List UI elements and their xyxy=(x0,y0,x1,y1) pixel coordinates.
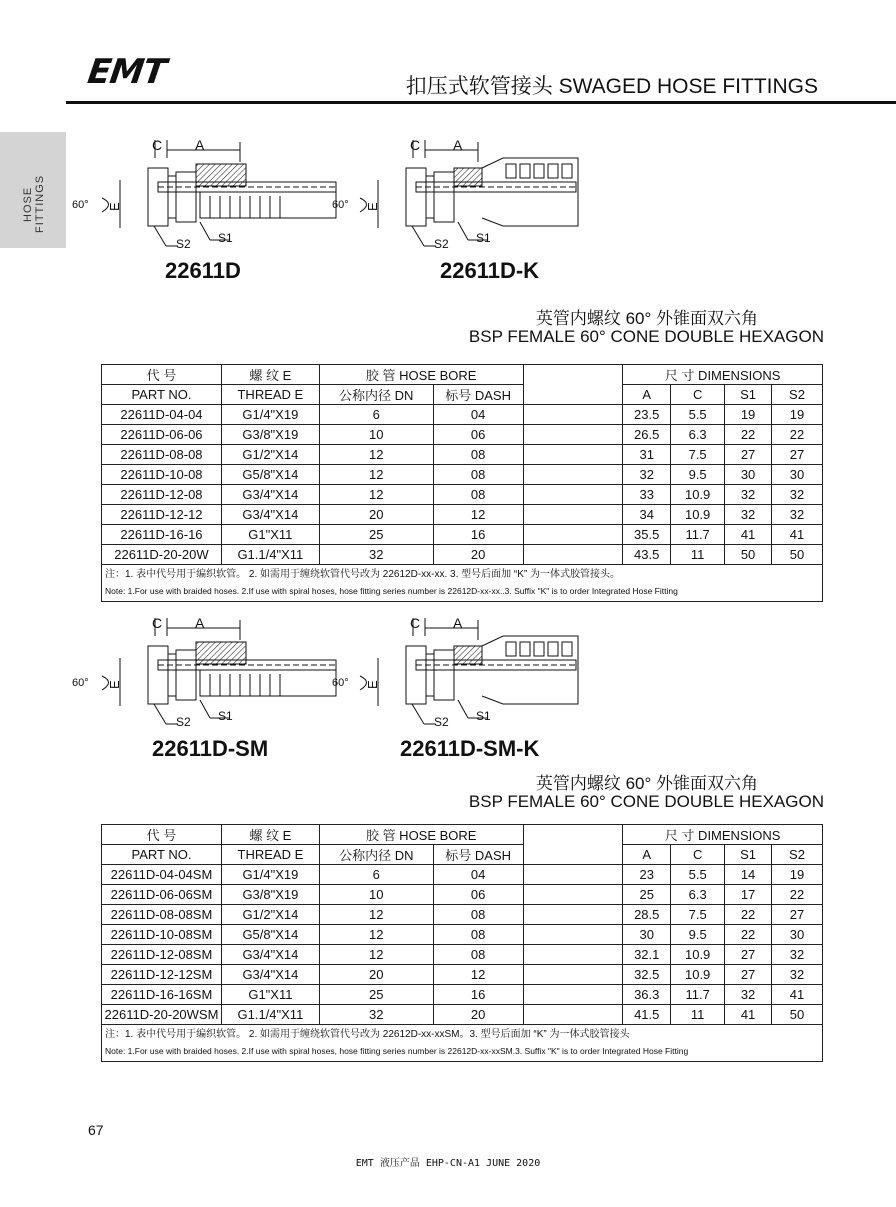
cell-dim-a: 26.5 xyxy=(623,425,671,445)
cell-dn: 25 xyxy=(319,985,433,1005)
label-s2: S2 xyxy=(176,237,191,251)
table-row xyxy=(102,925,823,945)
cell-dim-c: 10.9 xyxy=(671,505,725,525)
cell-dim-c: 11 xyxy=(671,545,725,565)
fitting-drawing-22611d-k xyxy=(360,140,578,246)
page-number: 67 xyxy=(88,1122,104,1138)
cell-dash: 04 xyxy=(433,405,523,425)
header-part-cn: 代 号 xyxy=(102,365,222,385)
cell-thread: G1"X11 xyxy=(221,525,319,545)
label-angle: 60° xyxy=(332,199,349,211)
cell-blank xyxy=(523,1005,623,1025)
cell-dim-s2: 32 xyxy=(772,485,823,505)
label-c: C xyxy=(410,615,421,631)
header-hose-bore: 胶 管 HOSE BORE xyxy=(319,365,523,385)
cell-dash: 06 xyxy=(433,885,523,905)
header-part-cn: 代 号 xyxy=(102,825,222,845)
cell-blank xyxy=(523,945,623,965)
table-row xyxy=(102,965,823,985)
header-part-en: PART NO. xyxy=(102,845,222,865)
label-c: C xyxy=(152,137,163,153)
cell-dim-a: 33 xyxy=(623,485,671,505)
table-row xyxy=(102,905,823,925)
cell-part-no: 22611D-04-04SM xyxy=(102,865,222,885)
cell-dim-s2: 19 xyxy=(772,405,823,425)
header-a: A xyxy=(623,845,671,865)
cell-dim-a: 35.5 xyxy=(623,525,671,545)
table-row xyxy=(102,545,823,565)
label-c: C xyxy=(152,615,163,631)
cell-part-no: 22611D-10-08SM xyxy=(102,925,222,945)
cell-dim-c: 10.9 xyxy=(671,485,725,505)
model-name: 22611D xyxy=(165,258,241,283)
cell-dim-s2: 41 xyxy=(772,985,823,1005)
cell-thread: G1/2"X14 xyxy=(221,445,319,465)
header-dn: 公称内径 DN xyxy=(319,845,433,865)
table-notes xyxy=(102,565,823,602)
brand-logo: EMT xyxy=(85,52,169,92)
cell-dim-c: 5.5 xyxy=(671,405,725,425)
cell-dim-a: 31 xyxy=(623,445,671,465)
cell-dim-c: 6.3 xyxy=(671,885,725,905)
cell-dim-a: 43.5 xyxy=(623,545,671,565)
cell-dash: 08 xyxy=(433,445,523,465)
label-angle: 60° xyxy=(72,199,89,211)
note-cn: 注：1. 表中代号用于编织软管。 2. 如需用于缠绕软管代号改为 22612D-xx-xx. 3. 型号后面加 “K” 为一体式胶管接头。 xyxy=(105,569,621,580)
table-row xyxy=(102,945,823,965)
cell-dn: 6 xyxy=(319,405,433,425)
cell-dim-c: 9.5 xyxy=(671,925,725,945)
table-row xyxy=(102,865,823,885)
header-dimensions: 尺 寸 DIMENSIONS xyxy=(623,825,823,845)
cell-dim-s1: 17 xyxy=(725,885,772,905)
cell-dim-a: 34 xyxy=(623,505,671,525)
cell-dn: 10 xyxy=(319,885,433,905)
page-title: 扣压式软管接头 SWAGED HOSE FITTINGS xyxy=(405,75,818,98)
cell-blank xyxy=(523,985,623,1005)
cell-dim-c: 11 xyxy=(671,1005,725,1025)
fitting-drawing-22611d-sm-k xyxy=(360,618,578,724)
section-subtitle-en: BSP FEMALE 60° CONE DOUBLE HEXAGON xyxy=(468,792,824,811)
section-subtitle-cn: 英管内螺纹 60° 外锥面双六角 xyxy=(535,309,758,328)
table-row xyxy=(102,525,823,545)
cell-dim-s2: 19 xyxy=(772,865,823,885)
header-s1: S1 xyxy=(725,845,772,865)
label-s1: S1 xyxy=(476,231,491,245)
cell-thread: G3/4"X14 xyxy=(221,945,319,965)
table-row xyxy=(102,465,823,485)
cell-dim-c: 10.9 xyxy=(671,965,725,985)
section-subtitle-cn: 英管内螺纹 60° 外锥面双六角 xyxy=(535,774,758,793)
cell-thread: G5/8"X14 xyxy=(221,465,319,485)
cell-blank xyxy=(523,905,623,925)
header-thread-en: THREAD E xyxy=(221,385,319,405)
cell-dim-c: 6.3 xyxy=(671,425,725,445)
cell-dash: 08 xyxy=(433,925,523,945)
cell-part-no: 22611D-04-04 xyxy=(102,405,222,425)
cell-dash: 12 xyxy=(433,505,523,525)
header-hose-bore: 胶 管 HOSE BORE xyxy=(319,825,523,845)
label-c: C xyxy=(410,137,421,153)
header-divider xyxy=(66,101,896,104)
cell-dash: 08 xyxy=(433,485,523,505)
cell-dash: 20 xyxy=(433,545,523,565)
label-s2: S2 xyxy=(434,715,449,729)
table-row xyxy=(102,985,823,1005)
cell-dim-s2: 50 xyxy=(772,1005,823,1025)
cell-thread: G1/4"X19 xyxy=(221,865,319,885)
header-dn: 公称内径 DN xyxy=(319,385,433,405)
cell-dim-c: 11.7 xyxy=(671,525,725,545)
cell-dash: 06 xyxy=(433,425,523,445)
cell-dim-s1: 27 xyxy=(725,445,772,465)
table-row xyxy=(102,885,823,905)
cell-thread: G5/8"X14 xyxy=(221,925,319,945)
model-name: 22611D-SM xyxy=(152,736,269,761)
cell-dim-s2: 32 xyxy=(772,945,823,965)
cell-dim-s2: 22 xyxy=(772,885,823,905)
cell-blank xyxy=(523,485,623,505)
cell-part-no: 22611D-06-06SM xyxy=(102,885,222,905)
cell-dim-s1: 50 xyxy=(725,545,772,565)
cell-dash: 20 xyxy=(433,1005,523,1025)
note-en: Note: 1.For use with braided hoses. 2.If use with spiral hoses, hose fitting series number is 22612D-xx-xxSM.3. Suffix "K" is to order Integrated Hose Fitting xyxy=(105,1046,689,1056)
cell-dn: 32 xyxy=(319,545,433,565)
cell-blank xyxy=(523,465,623,485)
cell-dim-s2: 32 xyxy=(772,505,823,525)
spec-table-22611d-sm xyxy=(101,824,823,1062)
model-name: 22611D-K xyxy=(440,258,540,283)
cell-dim-a: 41.5 xyxy=(623,1005,671,1025)
label-e: E xyxy=(365,202,380,211)
cell-dash: 04 xyxy=(433,865,523,885)
cell-dim-a: 32.1 xyxy=(623,945,671,965)
cell-thread: G3/4"X14 xyxy=(221,485,319,505)
table-row xyxy=(102,425,823,445)
cell-dim-s1: 32 xyxy=(725,985,772,1005)
header-thread-cn: 螺 纹 E xyxy=(221,365,319,385)
cell-part-no: 22611D-12-12SM xyxy=(102,965,222,985)
label-e: E xyxy=(365,680,380,689)
model-name: 22611D-SM-K xyxy=(400,736,540,761)
cell-thread: G3/8"X19 xyxy=(221,885,319,905)
cell-thread: G3/8"X19 xyxy=(221,425,319,445)
cell-blank xyxy=(523,405,623,425)
table-row xyxy=(102,485,823,505)
cell-blank xyxy=(523,885,623,905)
header-blank xyxy=(523,365,623,405)
cell-blank xyxy=(523,525,623,545)
cell-part-no: 22611D-12-08SM xyxy=(102,945,222,965)
cell-dim-s1: 32 xyxy=(725,505,772,525)
cell-dn: 10 xyxy=(319,425,433,445)
cell-dim-s1: 27 xyxy=(725,945,772,965)
cell-dn: 12 xyxy=(319,905,433,925)
cell-dim-c: 7.5 xyxy=(671,445,725,465)
cell-dim-s2: 32 xyxy=(772,965,823,985)
table-body xyxy=(102,865,823,1025)
header-s2: S2 xyxy=(772,385,823,405)
cell-dim-c: 7.5 xyxy=(671,905,725,925)
label-angle: 60° xyxy=(332,677,349,689)
label-e: E xyxy=(107,202,122,211)
page-footer: EMT 液压产品 EHP-CN-A1 JUNE 2020 xyxy=(355,1158,541,1169)
cell-dash: 08 xyxy=(433,465,523,485)
cell-dim-a: 32 xyxy=(623,465,671,485)
label-a: A xyxy=(195,137,205,153)
cell-dim-s1: 27 xyxy=(725,965,772,985)
cell-dim-a: 23 xyxy=(623,865,671,885)
cell-dim-a: 25 xyxy=(623,885,671,905)
cell-part-no: 22611D-12-08 xyxy=(102,485,222,505)
cell-blank xyxy=(523,965,623,985)
cell-part-no: 22611D-08-08SM xyxy=(102,905,222,925)
label-s2: S2 xyxy=(176,715,191,729)
cell-blank xyxy=(523,425,623,445)
cell-part-no: 22611D-10-08 xyxy=(102,465,222,485)
header-thread-en: THREAD E xyxy=(221,845,319,865)
table-row xyxy=(102,445,823,465)
cell-thread: G1.1/4"X11 xyxy=(221,1005,319,1025)
cell-dn: 20 xyxy=(319,965,433,985)
table-body xyxy=(102,405,823,565)
table-notes xyxy=(102,1025,823,1062)
cell-part-no: 22611D-06-06 xyxy=(102,425,222,445)
cell-thread: G1"X11 xyxy=(221,985,319,1005)
cell-dn: 12 xyxy=(319,445,433,465)
cell-dim-s2: 27 xyxy=(772,445,823,465)
cell-dn: 12 xyxy=(319,485,433,505)
cell-dim-c: 5.5 xyxy=(671,865,725,885)
table-row xyxy=(102,505,823,525)
cell-dn: 6 xyxy=(319,865,433,885)
header-s2: S2 xyxy=(772,845,823,865)
cell-dim-a: 23.5 xyxy=(623,405,671,425)
cell-blank xyxy=(523,445,623,465)
cell-thread: G3/4"X14 xyxy=(221,965,319,985)
cell-dim-c: 10.9 xyxy=(671,945,725,965)
cell-blank xyxy=(523,545,623,565)
cell-dim-s1: 30 xyxy=(725,465,772,485)
cell-thread: G1/2"X14 xyxy=(221,905,319,925)
cell-dim-a: 28.5 xyxy=(623,905,671,925)
header-part-en: PART NO. xyxy=(102,385,222,405)
cell-dn: 25 xyxy=(319,525,433,545)
cell-dash: 16 xyxy=(433,985,523,1005)
cell-dim-a: 36.3 xyxy=(623,985,671,1005)
cell-blank xyxy=(523,865,623,885)
cell-dash: 12 xyxy=(433,965,523,985)
cell-thread: G1.1/4"X11 xyxy=(221,545,319,565)
label-s1: S1 xyxy=(476,709,491,723)
label-s2: S2 xyxy=(434,237,449,251)
cell-thread: G1/4"X19 xyxy=(221,405,319,425)
cell-dim-s1: 32 xyxy=(725,485,772,505)
cell-dn: 12 xyxy=(319,925,433,945)
header-s1: S1 xyxy=(725,385,772,405)
cell-part-no: 22611D-20-20W xyxy=(102,545,222,565)
cell-dim-s1: 41 xyxy=(725,525,772,545)
cell-dim-s1: 19 xyxy=(725,405,772,425)
cell-dn: 32 xyxy=(319,1005,433,1025)
cell-dim-s1: 22 xyxy=(725,925,772,945)
note-cn: 注：1. 表中代号用于编织软管。 2. 如需用于缠绕软管代号改为 22612D-xx-xxSM。3. 型号后面加 “K” 为一体式胶管接头 xyxy=(105,1029,630,1040)
cell-dn: 12 xyxy=(319,465,433,485)
header-c: C xyxy=(671,385,725,405)
cell-dn: 12 xyxy=(319,945,433,965)
header-dash: 标号 DASH xyxy=(433,385,523,405)
label-angle: 60° xyxy=(72,677,89,689)
cell-blank xyxy=(523,505,623,525)
cell-thread: G3/4"X14 xyxy=(221,505,319,525)
cell-dim-s2: 30 xyxy=(772,925,823,945)
side-tab xyxy=(0,132,66,248)
label-a: A xyxy=(195,615,205,631)
label-e: E xyxy=(107,680,122,689)
header-thread-cn: 螺 纹 E xyxy=(221,825,319,845)
cell-dim-s1: 14 xyxy=(725,865,772,885)
cell-dim-s1: 22 xyxy=(725,425,772,445)
header-blank xyxy=(523,825,623,865)
label-a: A xyxy=(453,615,463,631)
cell-dim-a: 32.5 xyxy=(623,965,671,985)
cell-dim-s2: 27 xyxy=(772,905,823,925)
cell-part-no: 22611D-20-20WSM xyxy=(102,1005,222,1025)
cell-dn: 20 xyxy=(319,505,433,525)
label-s1: S1 xyxy=(218,709,233,723)
cell-dim-s2: 30 xyxy=(772,465,823,485)
label-a: A xyxy=(453,137,463,153)
header-c: C xyxy=(671,845,725,865)
cell-dim-s1: 22 xyxy=(725,905,772,925)
table-row xyxy=(102,1005,823,1025)
header-a: A xyxy=(623,385,671,405)
cell-dim-c: 9.5 xyxy=(671,465,725,485)
cell-dim-c: 11.7 xyxy=(671,985,725,1005)
table-row xyxy=(102,405,823,425)
cell-part-no: 22611D-12-12 xyxy=(102,505,222,525)
cell-part-no: 22611D-16-16 xyxy=(102,525,222,545)
cell-part-no: 22611D-08-08 xyxy=(102,445,222,465)
cell-dim-s2: 41 xyxy=(772,525,823,545)
spec-table-22611d xyxy=(101,364,823,602)
cell-dim-s2: 50 xyxy=(772,545,823,565)
cell-dim-s1: 41 xyxy=(725,1005,772,1025)
cell-dash: 16 xyxy=(433,525,523,545)
note-en: Note: 1.For use with braided hoses. 2.If use with spiral hoses, hose fitting series number is 22612D-xx-xx..3. Suffix "K" is to order Integrated Hose Fitting xyxy=(105,586,678,596)
cell-dim-a: 30 xyxy=(623,925,671,945)
cell-part-no: 22611D-16-16SM xyxy=(102,985,222,1005)
cell-dash: 08 xyxy=(433,945,523,965)
label-s1: S1 xyxy=(218,231,233,245)
header-dash: 标号 DASH xyxy=(433,845,523,865)
cell-blank xyxy=(523,925,623,945)
side-tab-label: HOSE FITTINGS xyxy=(22,174,46,234)
section-subtitle-en: BSP FEMALE 60° CONE DOUBLE HEXAGON xyxy=(468,327,824,346)
cell-dash: 08 xyxy=(433,905,523,925)
header-dimensions: 尺 寸 DIMENSIONS xyxy=(623,365,823,385)
cell-dim-s2: 22 xyxy=(772,425,823,445)
